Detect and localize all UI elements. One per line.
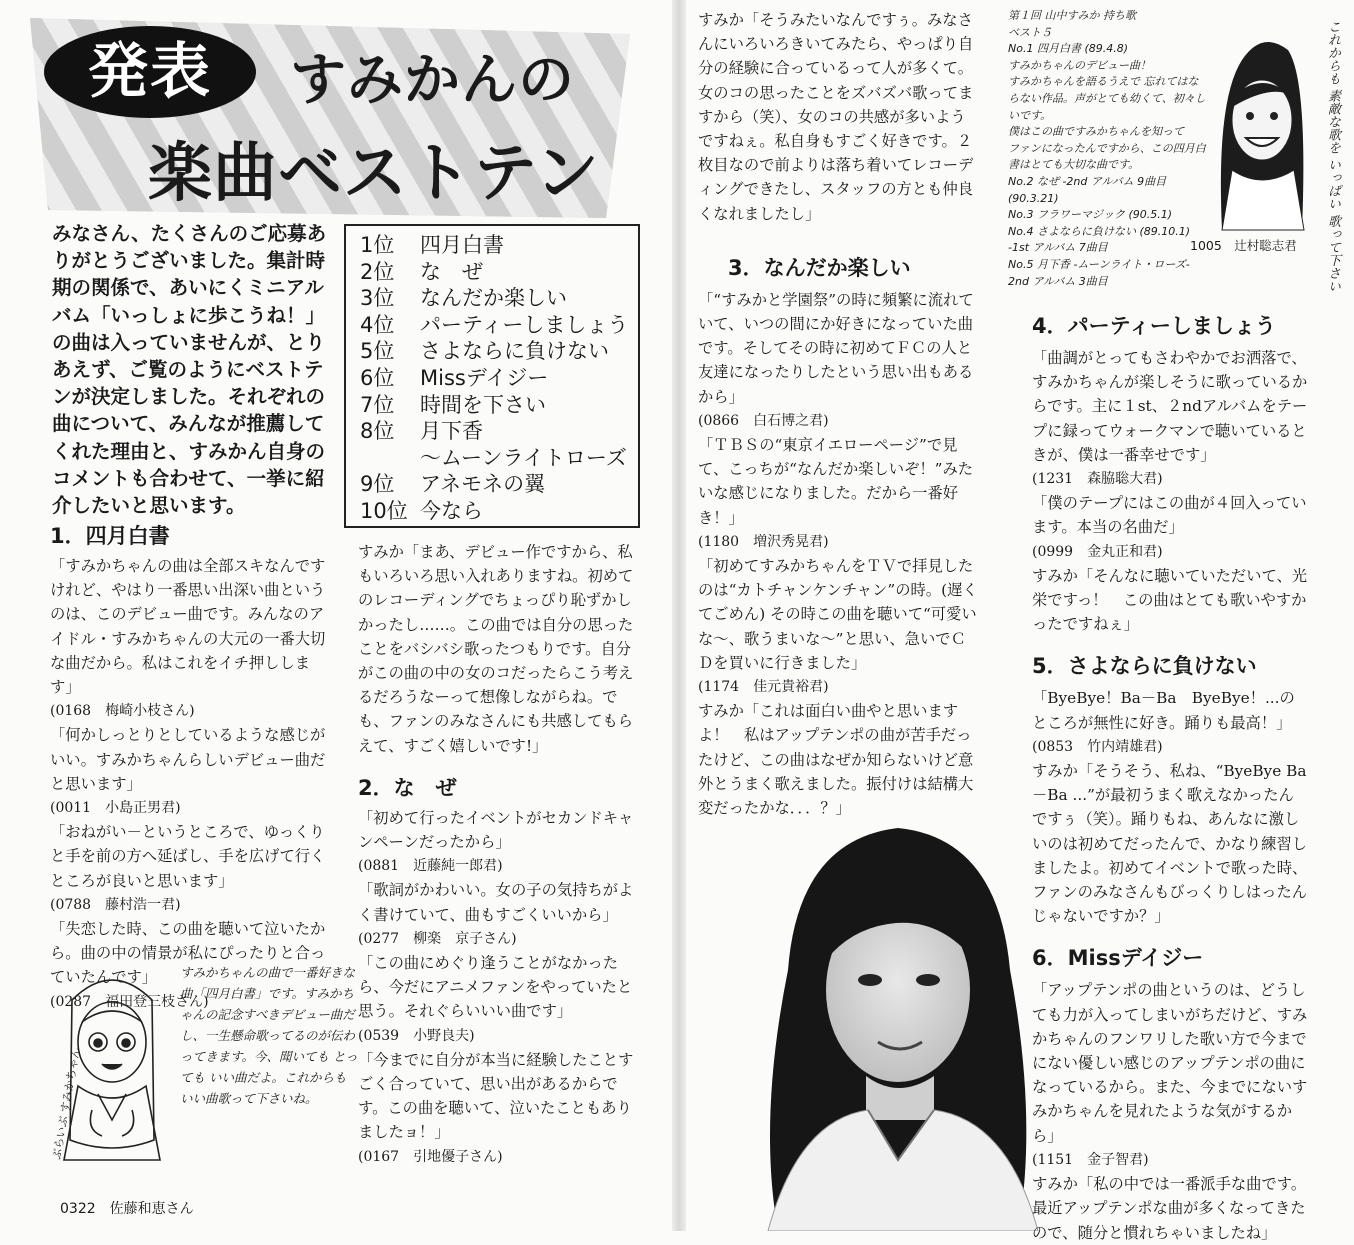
rank-song: 月下香: [420, 419, 483, 444]
reader-name: (0011 小島正男君): [50, 800, 181, 817]
rank-song: なんだか楽しい: [420, 286, 567, 311]
reader-name: (0167 引地優子さん): [358, 1148, 503, 1165]
illustration-handwritten-note: すみかちゃんの曲で一番好きな曲「四月白書」です。すみかちゃんの記念すべきデビュー曲だし、一生懸命歌ってるのが伝わってきます。今、聞いても とっても いい曲だよ。これからも いい曲歌って下さいね。: [180, 965, 358, 1106]
memo-line: No.4 さよならに負けない (89.10.1) -1st アルバム 7曲目: [1008, 224, 1191, 255]
title-line-2: 楽曲ベストテン: [148, 137, 600, 211]
memo-credit: 1005 辻村聡志君: [1190, 238, 1297, 253]
ranking-row: [360, 498, 638, 525]
reader-comment: 「ByeBye！Ba－Ba ByeBye！...のところが無性に好き。踊りも最高！」: [1032, 689, 1295, 732]
rank-number: [360, 445, 420, 472]
rank-number: 3位: [360, 286, 395, 311]
reader-name: (0788 藤村浩一君): [50, 896, 181, 913]
section-2-heading: 2．な ぜ: [358, 775, 457, 800]
sumika-comment: すみか「これは面白い曲やと思いますよ！ 私はアップテンポの曲が苦手だったけど、この曲はなぜか知らないけど意外とうまく歌えました。振付けは結構大変だったかな．．．？」: [698, 702, 974, 818]
rank-song: ～ムーンライトローズ: [420, 445, 627, 470]
reader-comment: 「ＴＢＳの“東京イエローページ”で見て、こっちが“なんだか楽しいぞ！”みたいな感じになりました。だから一番好き！」: [698, 436, 974, 527]
rank-number: 1位: [360, 233, 395, 257]
reader-comment: 「僕のテープにはこの曲が４回入っています。本当の名曲だ」: [1032, 494, 1307, 537]
reader-comment: 「アップテンポの曲というのは、どうしても力が入ってしまいがちだけど、すみかちゃんのフンワリした歌い方で今までにない優しい感じのアップテンポの曲になっているから。また、今までにないすみかちゃんを見れたような気がするから」: [1032, 981, 1308, 1145]
ranking-row: [360, 259, 638, 286]
section-3-body: [698, 288, 980, 820]
section-6-heading: 6．Missデイジー: [1032, 946, 1204, 971]
memo-line: No.5 月下香 -ムーンライト・ローズ- 2nd アルバム 3曲目: [1008, 257, 1190, 288]
memo-portrait-sketch: [1212, 20, 1308, 240]
memo-line: 僕はこの曲ですみかちゃんを知って: [1008, 125, 1184, 139]
column-1: [50, 520, 332, 1014]
memo-line: すみかちゃんのデビュー曲！: [1008, 58, 1151, 72]
rank-song: さよならに負けない: [420, 339, 609, 364]
ranking-row: [360, 312, 638, 339]
rank-number: 10位: [360, 498, 408, 523]
reader-name: (0168 梅崎小枝さん): [50, 703, 195, 720]
reader-name: (1151 金子智君): [1032, 1151, 1149, 1168]
announcement-badge: 発表: [44, 26, 256, 118]
illustration-side-text: ぶらいぶ すみかちゃん: [50, 1046, 83, 1161]
column-4: [1032, 310, 1308, 1245]
reader-comment: 「今までに自分が本当に経験したことすごく合っていて、思い出があるからです。この曲を聴いて、泣いたこともありましたョ！」: [358, 1050, 634, 1142]
section-3-heading: 3．なんだか楽しい: [728, 255, 911, 280]
reader-comment: 「おねがい－というところで、ゆっくりと手を前の方へ延ばし、手を広げて行くところが良いと思います」: [50, 823, 326, 890]
sumika-comment: すみか「そうみたいなんですぅ。みなさんにいろいろきいてみたら、やっぱり自分の経験に合っているって人が多くて。女のコの思ったことをズバズバ歌ってますから（笑）、女のコの共感が多いようですねぇ。私自身もすごく好きです。２枚目なので前よりは落ち着いてレコーディングできたし、スタッフの方とも仲良くなれましたし」: [698, 11, 974, 223]
reader-comment: 「歌詞がかわいい。女の子の気持ちがよく書けていて、曲もすごくいいから」: [358, 881, 634, 924]
reader-illustration: [42, 960, 182, 1188]
section-4-body: [1032, 346, 1308, 636]
rank-song: アネモネの翼: [420, 472, 546, 497]
reader-comment: 「初めて行ったイベントがセカンドキャンペーンだったから」: [358, 808, 634, 852]
sumika-comment: すみか「私の中では一番派手な曲です。最近アップテンポな曲が多くなってきたので、随分と慣れちゃいましたね」: [1032, 1175, 1307, 1242]
reader-comment: 「この曲にめぐり逢うことがなかったら、今だにアニメファンをやっていたと思う。それぐらいいい曲です」: [358, 954, 633, 1021]
rank-number: 8位: [360, 419, 395, 444]
column-3: [698, 8, 980, 820]
memo-line: No.1 四月白書 (89.4.8): [1008, 42, 1129, 56]
reader-comment: 「“すみかと学園祭”の時に頻繁に流れていて、いつの間にか好きになっていた曲です。そしてその時に初めてＦＣの人と友達になったりしたという思い出もあるから」: [698, 290, 974, 406]
sumika-comment: すみか「そんなに聴いていただいて、光栄ですっ！ この曲はとても歌いやすかったですねぇ」: [1032, 566, 1308, 634]
ranking-row: [360, 365, 638, 392]
reader-name: (0539 小野良夫): [358, 1027, 475, 1044]
ranking-box: [344, 224, 640, 528]
rank-number: 6位: [360, 365, 395, 390]
rank-number: 9位: [360, 472, 395, 497]
memo-line: ベスト５: [1008, 25, 1052, 39]
rank-song: 今なら: [420, 498, 483, 523]
column-2: [358, 540, 642, 1169]
sumika-comment: すみか「そうそう、私ね、“ByeBye Ba－Ba ...”が最初うまく歌えなかったんですぅ（笑）。踊りもね、あんなに激しいのは初めてだったんで、かなり練習しましたよ。初めてイベントで歌った時、ファンのみなさんもびっくりしはったんじゃないですか？」: [1032, 762, 1308, 926]
section-5-body: [1032, 686, 1308, 928]
ranking-row: [360, 232, 638, 259]
reader-comment: 「すみかちゃんの曲は全部スキなんですけれど、やはり一番思い出深い曲というのは、このデビュー曲です。みんなのアイドル・すみかちゃんの大元の一番大切な曲だから。私はこれをイチ押しします」: [50, 557, 326, 697]
rank-song: 四月白書: [420, 233, 504, 257]
ranking-row: [360, 418, 638, 445]
rank-song: パーティーしましょう: [420, 312, 629, 337]
intro-text: みなさん、たくさんのご応募ありがとうございました。集計時期の関係で、あいにくミニアルバム「いっしょに歩こうね！」の曲は入っていませんが、とりあえず、ご覧のようにベストテンが決定しました。それぞれの曲について、みんなが推薦してくれた理由と、すみかん自身のコメントも合わせて、一挙に紹介したいと思います。: [52, 222, 327, 518]
ranking-row: [360, 445, 638, 472]
sumika-comment: すみか「まあ、デビュー作ですから、私もいろいろ思い入れありますね。初めてのレコーディングでちょっぴり恥ずかしかったし……。この曲では自分の思ったことをバシバシ歌ったつもりです。自分がこの曲の中の女のコだったらこう考えるだろうなーって想像しながらね。でも、ファンのみなさんにも共感してもらえて、すごく嬉しいです!」: [358, 543, 634, 755]
ranking-row: [360, 471, 638, 498]
section-1-comment: [358, 540, 642, 758]
reader-handwritten-memo: [1008, 8, 1208, 290]
reader-comment: 「失恋した時、この曲を聴いて泣いたから。曲の中の情景が私にぴったりと合っていたんです」: [50, 920, 326, 987]
memo-line: No.2 なぜ -2nd アルバム 9曲目 (90.3.21): [1008, 174, 1167, 205]
title-line-1: すみかんの: [290, 48, 575, 113]
memo-line: ファンになったんですから、この四月白書はとても大切な曲です。: [1008, 141, 1206, 172]
sumika-photo: [738, 820, 1056, 1231]
rank-number: 7位: [360, 392, 395, 417]
memo-line: 第１回 山中すみか 持ち歌: [1008, 9, 1136, 22]
section-4-heading: 4．パーティーしましょう: [1032, 314, 1276, 338]
reader-name: (0866 白石博之君): [698, 412, 829, 429]
reader-name: (0287 福田登三枝さん): [50, 993, 209, 1010]
rank-number: 2位: [360, 259, 395, 284]
section-1-heading: 1．四月白書: [50, 524, 170, 548]
ranking-row: [360, 392, 638, 419]
reader-name: (0999 金丸正和君): [1032, 543, 1163, 560]
ranking-row: [360, 285, 638, 312]
rank-song: Missデイジー: [420, 365, 549, 390]
rank-song: な ぜ: [420, 259, 483, 284]
memo-side-message: これからも 素敵な歌を いっぱい 歌って下さい: [1325, 20, 1340, 293]
reader-name: (0277 柳楽 京子さん): [358, 930, 517, 947]
section-2-comment: [698, 8, 980, 226]
reader-comment: 「曲調がとってもさわやかでお洒落で、すみかちゃんが楽しそうに歌っているからです。主に１st、２ndアルバムをテープに録ってウォークマンで聴いているときが、僕は一番幸せです」: [1032, 349, 1308, 464]
rank-number: 5位: [360, 339, 395, 364]
reader-name: (0853 竹内靖雄君): [1032, 738, 1163, 755]
reader-name: (1174 佳元貴裕君): [698, 679, 829, 696]
reader-comment: 「何かしっとりとしているような感じがいい。すみかちゃんらしいデビュー曲だと思います」: [50, 726, 326, 793]
section-1-body: [50, 554, 332, 1014]
reader-name: (0881 近藤純一郎君): [358, 858, 503, 875]
memo-line: すみかちゃんを語るうえで 忘れてはならない作品。声がとても幼くて、初々しいです。: [1008, 75, 1206, 122]
section-6-body: [1032, 978, 1308, 1244]
memo-line: No.3 フラワーマジック (90.5.1): [1008, 208, 1173, 222]
reader-name: (1180 増沢秀晃君): [698, 533, 829, 550]
rank-song: 時間を下さい: [420, 392, 546, 417]
rank-number: 4位: [360, 312, 395, 337]
section-5-heading: 5．さよならに負けない: [1032, 654, 1257, 679]
section-2-body: [358, 806, 642, 1169]
ranking-row: [360, 338, 638, 365]
page-gutter: [672, 0, 686, 1231]
illustration-credit: 0322 佐藤和恵さん: [60, 1201, 194, 1217]
reader-comment: 「初めてすみかちゃんをＴＶで拝見したのは“カトチャンケンチャン”の時。(遅くてごめん) その時この曲を聴いて“可愛いな～、歌うまいな～”と思い、急いでＣＤを買いに行きました」: [698, 557, 978, 672]
reader-name: (1231 森脇聡大君): [1032, 471, 1163, 488]
